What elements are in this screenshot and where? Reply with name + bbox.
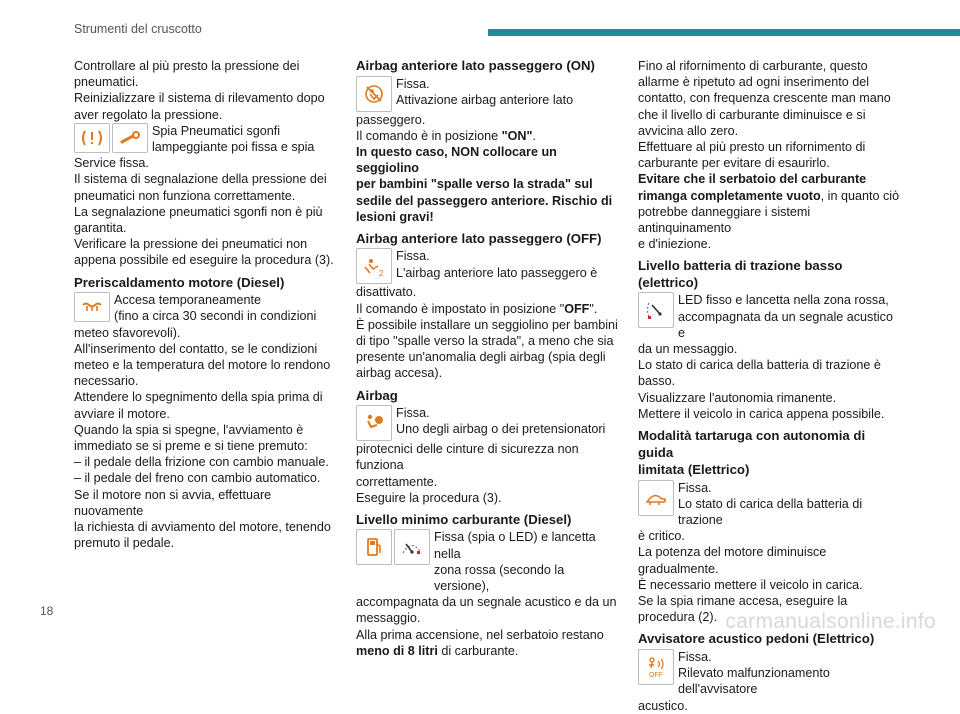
text-line: appena possibile ed eseguire la procedura (3). xyxy=(74,253,334,268)
service-wrench-icon xyxy=(112,123,148,153)
fuel-pump-icon xyxy=(356,529,392,565)
watermark: carmanualsonline.info xyxy=(725,610,936,633)
column-2 xyxy=(356,58,618,659)
preheat-row xyxy=(74,292,336,324)
text-line: messaggio. xyxy=(356,611,421,626)
text-line: acustico. xyxy=(638,698,688,713)
text-line: che il livello di carburante diminuisce e si xyxy=(638,107,866,122)
text-line: Fissa. xyxy=(678,480,712,495)
text-line: Quando la spia si spegne, l'avviamento è xyxy=(74,422,304,437)
text-line: Alla prima accensione, nel serbatoio restano xyxy=(356,627,604,642)
section-heading: Avvisatore acustico pedoni (Elettrico) xyxy=(638,631,875,647)
section-heading: Preriscaldamento motore (Diesel) xyxy=(74,274,285,290)
text-line: Se il motore non si avvia, effettuare nuovamente xyxy=(74,487,272,518)
section-heading: Livello batteria di trazione basso (elettrico) xyxy=(638,258,843,290)
text-line: presente un'anomalia degli airbag (spia degli xyxy=(356,350,606,365)
text-line: – il pedale del freno con cambio automatico. xyxy=(74,471,321,486)
text-line: Spia Pneumatici sgonfi xyxy=(152,123,281,138)
text-line: correttamente. xyxy=(356,474,438,489)
glow-plug-icon xyxy=(74,292,110,322)
text-line: allarme è ripetuto ad ogni inserimento del xyxy=(638,75,870,90)
text-line: Attivazione airbag anteriore lato xyxy=(396,92,574,107)
warning-line: per bambini "spalle verso la strada" sul xyxy=(356,177,593,192)
text-line: Uno degli airbag o dei pretensionatori xyxy=(396,422,606,437)
text-line: Il comando è in posizione "ON". xyxy=(356,128,536,143)
text-line: zona rossa (secondo la versione), xyxy=(434,562,565,594)
text-line: Verificare la pressione dei pneumatici non xyxy=(74,237,308,252)
icon-label: OFF xyxy=(649,671,663,678)
text-line: Fino al rifornimento di carburante, questo xyxy=(638,59,868,73)
text-line: Eseguire la procedura (3). xyxy=(356,490,502,505)
text-line: da un messaggio. xyxy=(638,342,738,357)
text-line: Evitare che il serbatoio del carburante xyxy=(638,172,867,187)
section-heading: Airbag xyxy=(356,387,398,403)
text-line: Rilevato malfunzionamento dell'avvisatore xyxy=(678,666,830,697)
text-line: All'inserimento del contatto, se le condizioni xyxy=(74,341,318,356)
page-number: 18 xyxy=(40,604,54,618)
text-line: Fissa. xyxy=(396,406,430,421)
text-line: la richiesta di avviamento del motore, tenendo xyxy=(74,519,331,534)
text-line: Se la spia rimane accesa, eseguire la xyxy=(638,593,848,608)
text-line: accompagnata da un segnale acustico e da un xyxy=(356,595,617,610)
airbag-icon xyxy=(356,405,392,441)
text-line: pirotecnici delle cinture di sicurezza non funziona xyxy=(356,442,579,473)
text-line: basso. xyxy=(638,374,676,389)
text-line: Fissa (spia o LED) e lancetta nella xyxy=(434,530,596,561)
text-line: Mettere il veicolo in carica appena possibile. xyxy=(638,406,885,421)
warning-line: sedile del passeggero anteriore. Rischio di xyxy=(356,193,613,208)
text-line: Attendere lo spegnimento della spia prima di xyxy=(74,390,323,405)
text-line: premuto il pedale. xyxy=(74,536,175,551)
text-line: Fissa. xyxy=(396,249,430,264)
text-line: Il comando è impostato in posizione "OFF". xyxy=(356,301,598,316)
section-heading: Modalità tartaruga con autonomia di guida xyxy=(638,428,866,460)
warning-line: lesioni gravi! xyxy=(356,209,434,224)
text-line: pneumatici non funziona correttamente. xyxy=(74,188,296,203)
pedestrian-horn-off-icon xyxy=(638,649,674,685)
battery-row xyxy=(638,292,902,341)
warning-line: In questo caso, NON collocare un seggiolino xyxy=(356,144,557,176)
airbag-off-row xyxy=(356,248,618,284)
text-line: La segnalazione pneumatici sgonfi non è più xyxy=(74,204,323,219)
text-line: Lo stato di carica della batteria di trazione xyxy=(678,496,863,527)
text-line: accompagnata da un segnale acustico e xyxy=(678,309,893,340)
section-heading: limitata (Elettrico) xyxy=(638,462,750,478)
text-line: Accesa temporaneamente xyxy=(114,293,262,308)
text-line: disattivato. xyxy=(356,285,417,300)
text-line: e d'iniezione. xyxy=(638,237,712,252)
text-line: passeggero. xyxy=(356,112,426,127)
passenger-airbag-on-icon xyxy=(356,76,392,112)
text-line: meteo sfavorevoli). xyxy=(74,325,181,340)
text-line: contatto, con frequenza crescente man mano xyxy=(638,91,891,106)
text-line: procedura (2). xyxy=(638,610,718,625)
text-line: è critico. xyxy=(638,529,685,544)
text-line: carburante per evitare di esaurirlo. xyxy=(638,156,830,171)
section-heading: Airbag anteriore lato passeggero (OFF) xyxy=(356,230,602,246)
header-title: Strumenti del cruscotto xyxy=(74,22,202,36)
text-line: avvicina allo zero. xyxy=(638,123,739,138)
text-line: Fissa. xyxy=(678,649,712,664)
text-line: meteo e la temperatura del motore lo rendono xyxy=(74,357,331,372)
text-line: airbag accesa). xyxy=(356,366,443,381)
text-line: Fissa. xyxy=(396,76,430,91)
text-line: Il sistema di segnalazione della pressione dei xyxy=(74,172,327,187)
header-accent-bar xyxy=(488,29,960,36)
text-line: lampeggiante poi fissa e spia xyxy=(152,140,315,155)
text-line: aver regolato la pressione. xyxy=(74,107,223,122)
text-line: garantita. xyxy=(74,221,127,236)
text-line: LED fisso e lancetta nella zona rossa, xyxy=(678,293,889,308)
text-line: immediato se si preme e si tiene premuto: xyxy=(74,438,308,453)
turtle-row xyxy=(638,480,902,529)
airbag-row xyxy=(356,405,618,441)
text-line: È necessario mettere il veicolo in carica. xyxy=(638,577,863,592)
column-1 xyxy=(74,58,336,551)
pedestrian-horn-row xyxy=(638,649,902,698)
text-line: necessario. xyxy=(74,374,139,389)
text-line: Visualizzare l'autonomia rimanente. xyxy=(638,390,837,405)
battery-gauge-icon xyxy=(638,292,674,328)
text-line: meno di 8 litri di carburante. xyxy=(356,643,519,658)
text-line: – il pedale della frizione con cambio manuale. xyxy=(74,455,329,470)
text-line: Lo stato di carica della batteria di trazione è xyxy=(638,358,881,373)
svg-text:2: 2 xyxy=(379,269,384,278)
section-heading: Livello minimo carburante (Diesel) xyxy=(356,511,572,527)
passenger-airbag-off-icon xyxy=(356,248,392,284)
tyre-warning-row xyxy=(74,123,336,155)
turtle-icon xyxy=(638,480,674,516)
tyre-warning-icon xyxy=(74,123,110,153)
text-line: Reinizializzare il sistema di rilevamento dopo xyxy=(74,91,325,106)
text-line: È possibile installare un seggiolino per bambini xyxy=(356,317,618,332)
text-line: Controllare al più presto la pressione dei xyxy=(74,59,300,73)
text-line: potrebbe danneggiare i sistemi antinquinamento xyxy=(638,204,811,236)
fuel-gauge-icon xyxy=(394,529,430,565)
text-line: di tipo "spalle verso la strada", a meno che sia xyxy=(356,334,614,349)
text-line: Service fissa. xyxy=(74,156,149,171)
text-line: La potenza del motore diminuisce gradualmente. xyxy=(638,545,827,576)
text-line: pneumatici. xyxy=(74,75,139,90)
airbag-on-row xyxy=(356,76,618,112)
text-line: L'airbag anteriore lato passeggero è xyxy=(396,265,598,280)
text-line: avviare il motore. xyxy=(74,406,170,421)
fuel-row xyxy=(356,529,618,594)
text-line: rimanga completamente vuoto, in quanto ciò xyxy=(638,188,900,203)
section-heading: Airbag anteriore lato passeggero (ON) xyxy=(356,58,595,73)
text-line: (fino a circa 30 secondi in condizioni xyxy=(114,309,317,324)
text-line: Effettuare al più presto un rifornimento di xyxy=(638,140,866,155)
